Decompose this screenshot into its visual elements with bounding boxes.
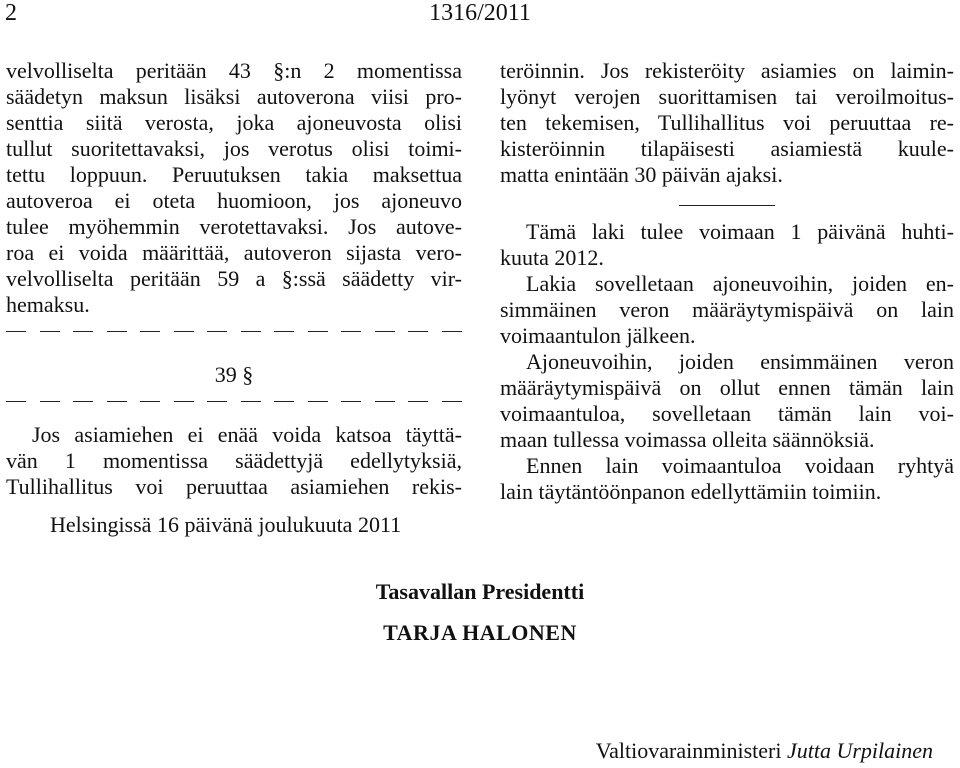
dash-mark	[6, 331, 26, 332]
text-line: roa ei voida määrittää, autoveron sijasta vero-	[6, 240, 462, 265]
text-line: säädetyn maksun lisäksi autoverona viisi pro-	[6, 84, 462, 109]
dash-mark	[341, 331, 361, 332]
president-title: Tasavallan Presidentti	[375, 579, 585, 604]
dash-mark	[241, 401, 261, 402]
text-line: velvolliselta peritään 43 §:n 2 momentissa	[6, 58, 462, 83]
text-line: Lakia sovelletaan ajoneuvoihin, joiden en-	[526, 271, 954, 296]
text-line: vän 1 momentissa säädettyjä edellytyksiä,	[6, 448, 462, 473]
text-line: tulee myöhemmin verotettavaksi. Jos autove-	[6, 214, 462, 239]
text-line: tullut suoritettavaksi, jos verotus olisi toimi-	[6, 136, 462, 161]
dash-mark	[442, 401, 462, 402]
dash-mark	[107, 331, 127, 332]
dash-mark	[274, 401, 294, 402]
place-date: Helsingissä 16 päivänä joulukuuta 2011	[50, 512, 402, 537]
dash-mark	[140, 401, 160, 402]
text-line: Tullihallitus voi peruuttaa asiamiehen rekis-	[6, 474, 462, 499]
minister-title: Valtiovarainministeri	[595, 738, 782, 763]
dash-mark	[6, 401, 26, 402]
dash-mark	[274, 331, 294, 332]
document-id: 1316/2011	[429, 0, 531, 26]
right-column	[500, 58, 954, 505]
text-line: simmäinen veron määräytymispäivä on lain	[500, 297, 954, 322]
text-line: tettu loppuun. Peruutuksen takia maksettua	[6, 162, 462, 187]
dash-mark	[207, 401, 227, 402]
text-line: ten tekemisen, Tullihallitus voi peruuttaa re-	[500, 110, 954, 135]
text-line: matta enintään 30 päivän ajaksi.	[500, 162, 783, 187]
dash-mark	[73, 331, 93, 332]
dash-mark	[442, 331, 462, 332]
text-line: lyönyt verojen suorittamisen tai veroilmoitus-	[500, 84, 954, 109]
text-line: voimaantuloa, sovelletaan tämän lain voi-	[500, 401, 954, 426]
text-line: senttia siitä verosta, joka ajoneuvosta olisi	[6, 110, 462, 135]
text-line: hemaksu.	[6, 292, 90, 317]
dash-mark	[107, 401, 127, 402]
text-line: lain täytäntöönpanon edellyttämiin toimiin.	[500, 479, 882, 504]
left-column	[6, 58, 462, 500]
dash-mark	[408, 401, 428, 402]
dash-mark	[241, 331, 261, 332]
page-number: 2	[5, 0, 17, 26]
minister-name: Jutta Urpilainen	[786, 738, 933, 763]
dash-mark	[174, 331, 194, 332]
text-line: maan tullessa voimassa olleita säännöksiä.	[500, 427, 875, 452]
dash-mark	[140, 331, 160, 332]
president-name: TARJA HALONEN	[383, 620, 577, 645]
dash-mark	[207, 331, 227, 332]
text-line: voimaantulon jälkeen.	[500, 323, 696, 348]
text-line: Ajoneuvoihin, joiden ensimmäinen veron	[526, 349, 954, 374]
dash-mark	[40, 331, 60, 332]
dash-mark	[375, 331, 395, 332]
minister-signature	[596, 738, 933, 764]
text-line: kuuta 2012.	[500, 245, 604, 270]
section-heading: 39 §	[214, 362, 254, 387]
omission-dashes	[6, 318, 462, 344]
text-line: autoveroa ei oteta huomioon, jos ajoneuvo	[6, 188, 462, 213]
text-line: Jos asiamiehen ei enää voida katsoa täyttä-	[32, 422, 462, 447]
dash-mark	[73, 401, 93, 402]
text-line: kisteröinnin tilapäisesti asiamiestä kuule-	[500, 136, 954, 161]
text-line: Tämä laki tulee voimaan 1 päivänä huhti-	[526, 219, 954, 244]
dash-mark	[408, 331, 428, 332]
dash-mark	[174, 401, 194, 402]
text-line: Ennen lain voimaantuloa voidaan ryhtyä	[526, 453, 954, 478]
dash-mark	[308, 331, 328, 332]
separator-rule	[679, 205, 775, 206]
text-line: määräytymispäivä on ollut ennen tämän lain	[500, 375, 954, 400]
dash-mark	[40, 401, 60, 402]
dash-mark	[375, 401, 395, 402]
dash-mark	[308, 401, 328, 402]
dash-mark	[341, 401, 361, 402]
omission-dashes	[6, 388, 462, 414]
text-line: velvolliselta peritään 59 a §:ssä säädetty vir-	[6, 266, 462, 291]
text-line: teröinnin. Jos rekisteröity asiamies on laimin-	[500, 58, 954, 83]
